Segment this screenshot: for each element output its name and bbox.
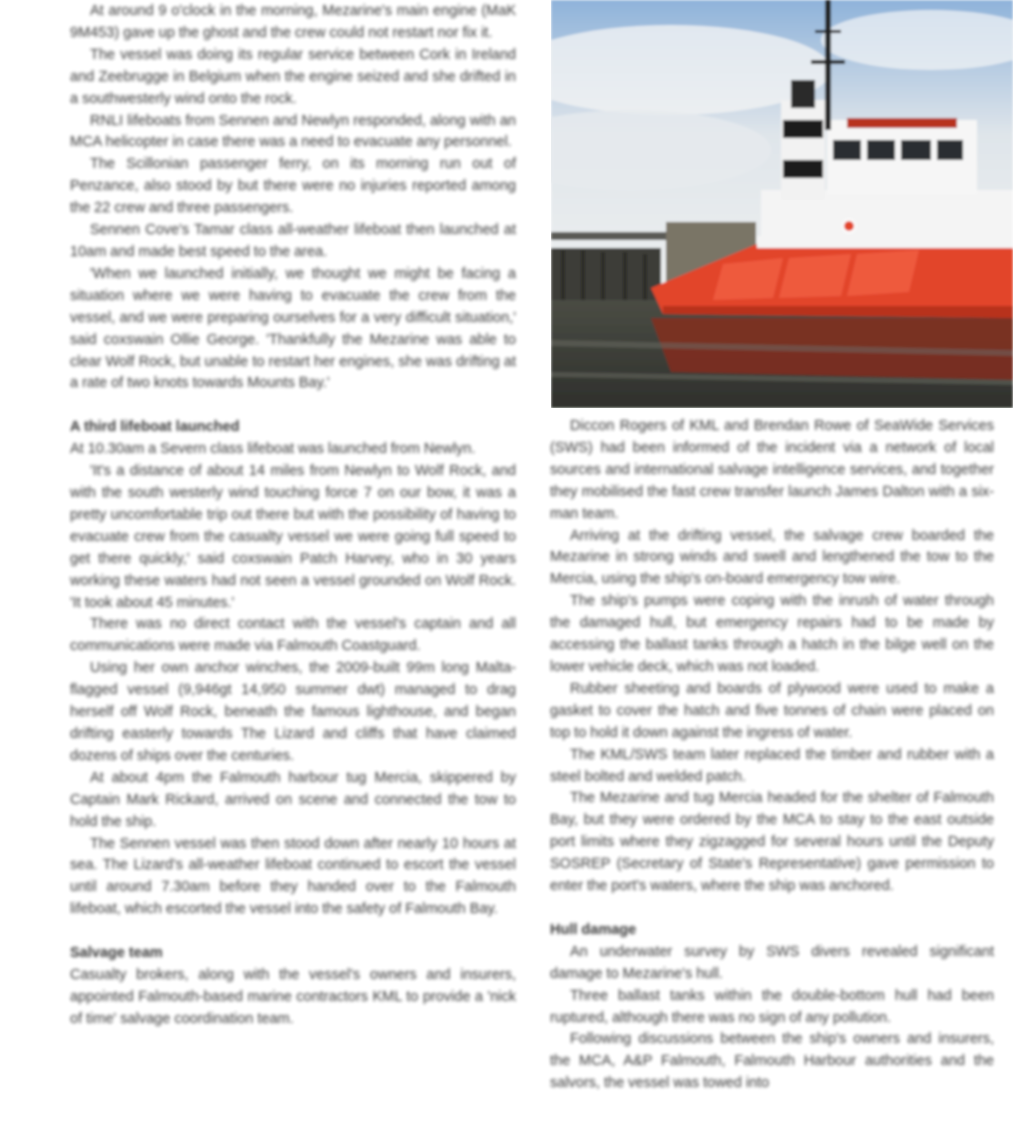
left-column [70,1,516,1031]
paragraph: Arriving at the drifting vessel, the salvage crew boarded the Mezarine in strong winds and swell and lengthened the tow to the Mercia, using the ship's on-board emergency tow wire. [550,527,994,588]
paragraph: Casualty brokers, along with the vessel's owners and insurers, appointed Falmouth-based marine contractors KML to provide a 'nick of time' salvage coordination team. [70,967,516,1027]
paragraph: At about 4pm the Falmouth harbour tug Mercia, skippered by Captain Mark Rickard, arrived on scene and connected the tow to hold the ship. [70,769,516,830]
paragraph: An underwater survey by SWS divers revealed significant damage to Mezarine's hull. [550,943,994,982]
section-heading: Hull damage [550,921,637,938]
paragraph: 'When we launched initially, we thought we might be facing a situation where we were having to evacuate the crew from the vessel, and we were preparing ourselves for a very difficult situation,' said coxswain Ollie George. 'Thankfully the Mezarine was able to clear Wolf Rock, but unable to restart her engines, she was drifting at a rate of two knots towards Mounts Bay.' [70,265,516,392]
paragraph: 'It's a distance of about 14 miles from Newlyn to Wolf Rock, and with the south westerly wind touching force 7 on our bow, it was a pretty uncomfortable trip out there but with the possibility of having to evacuate crew from the casualty vessel we were going full speed to get there quickly,' said coxswain Patch Harvey, who in 30 years working these waters had not seen a vessel grounded on Wolf Rock. 'It took about 45 minutes.' [70,463,516,611]
paragraph: Rubber sheeting and boards of plywood were used to make a gasket to cover the hatch and five tonnes of chain were placed on top to hold it down against the ingress of water. [550,680,994,741]
paragraph: RNLI lifeboats from Sennen and Newlyn responded, along with an MCA helicopter in case there was a need to evacuate any personnel. [70,112,516,151]
paragraph: The Sennen vessel was then stood down after nearly 10 hours at sea. The Lizard's all-weather lifeboat continued to escort the vessel until around 7.30am before they handed over to the Falmouth lifeboat, which escorted the vessel into the safety of Falmouth Bay. [70,835,516,918]
paragraph: Following discussions between the ship's owners and insurers, the MCA, A&P Falmouth, Falmouth Harbour authorities and the salvors, the vessel was towed into [550,1031,994,1092]
tug-boat-image [551,0,1013,408]
paragraph: Three ballast tanks within the double-bottom hull had been ruptured, although there was no sign of any pollution. [550,987,994,1026]
section-heading: Salvage team [70,945,163,962]
paragraph: The KML/SWS team later replaced the timber and rubber with a steel bolted and welded patch. [550,746,994,785]
paragraph: The Scillonian passenger ferry, on its morning run out of Penzance, also stood by but there were no injuries reported among the 22 crew and three passengers. [70,156,516,217]
paragraph: The vessel was doing its regular service between Cork in Ireland and Zeebrugge in Belgium when the engine seized and she drifted in a southwesterly wind onto the rock. [70,46,516,107]
paragraph: At around 9 o'clock in the morning, Mezarine's main engine (MaK 9M453) gave up the ghost and the crew could not restart nor fix it. [70,3,516,41]
paragraph: Diccon Rogers of KML and Brendan Rowe of SeaWide Services (SWS) had been informed of the incident via a network of local sources and international salvage intelligence services, and together they mobilised the fast crew transfer launch James Dalton with a six-man team. [550,418,994,522]
paragraph: The ship's pumps were coping with the inrush of water through the damaged hull, but emergency repairs had to be made by accessing the ballast tanks through a hatch in the bilge well on the lower vehicle deck, which was not loaded. [550,593,994,675]
paragraph: There was no direct contact with the vessel's captain and all communications were made via Falmouth Coastguard. [70,616,516,655]
paragraph: Sennen Cove's Tamar class all-weather lifeboat then launched at 10am and made best speed to the area. [70,222,516,260]
paragraph: The Mezarine and tug Mercia headed for the shelter of Falmouth Bay, but they were ordered by the MCA to stay to the east outside port limits where they zigzagged for several hours until the Deputy SOSREP (Secretary of State's Representative) gave permission to enter the port's waters, where the ship was anchored. [550,790,994,895]
paragraph: At 10.30am a Severn class lifeboat was launched from Newlyn. [70,441,476,458]
section-heading: A third lifeboat launched [70,419,240,436]
paragraph: Using her own anchor winches, the 2009-built 99m long Malta-flagged vessel (9,946gt 14,950 summer dwt) managed to drag herself off Wolf Rock, beneath the famous lighthouse, and began drifting easterly towards The Lizard and cliffs that have claimed dozens of ships over the centuries. [70,660,516,764]
right-column [550,416,994,1095]
tug-boat-photo [551,0,1013,408]
